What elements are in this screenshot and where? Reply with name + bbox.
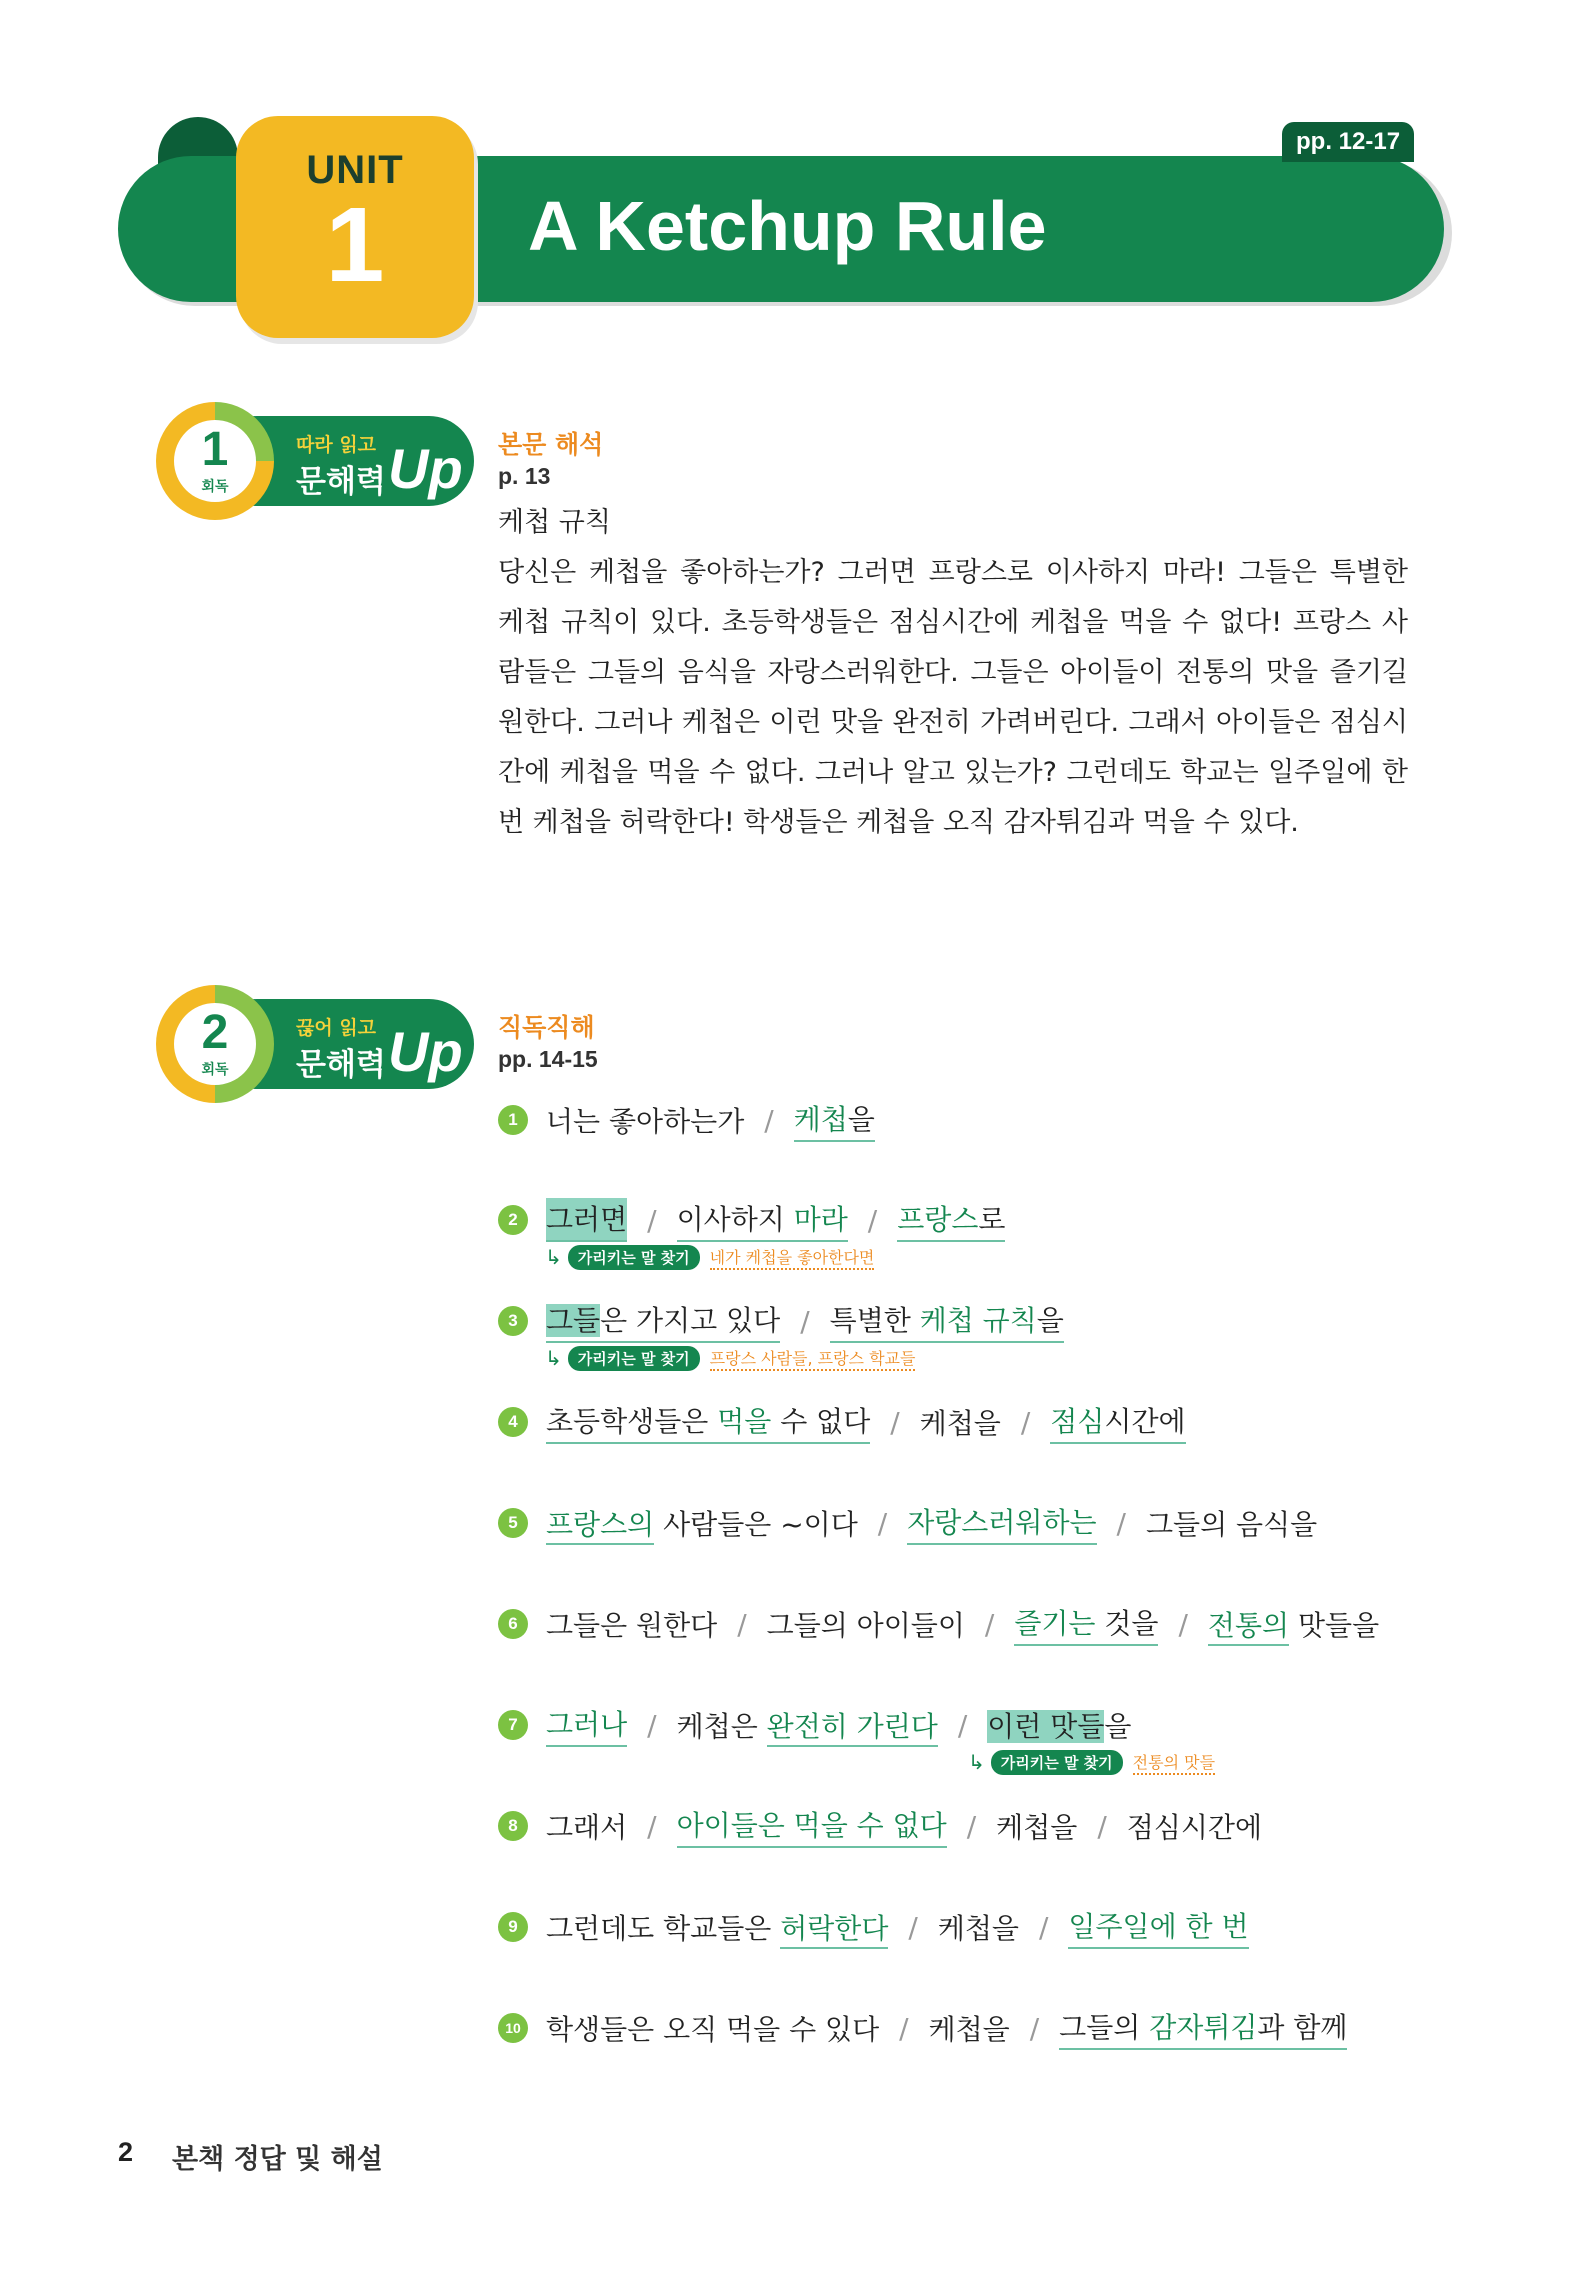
reference-answer: 프랑스 사람들, 프랑스 학교들 xyxy=(710,1346,916,1371)
chunk-underlined: 그들은 가지고 있다 xyxy=(546,1299,780,1343)
line-number-icon: 10 xyxy=(498,2013,528,2043)
reference-tag: 가리키는 말 찾기 xyxy=(991,1750,1123,1775)
badge-hoi: 회독 xyxy=(201,1062,229,1078)
return-arrow-icon: ↳ xyxy=(545,1346,562,1370)
chunk: 케첩을 xyxy=(919,1407,1001,1440)
chunk-line-5 xyxy=(498,1503,1317,1543)
reference-tag: 가리키는 말 찾기 xyxy=(568,1245,700,1270)
reference-answer: 전통의 맛들 xyxy=(1133,1750,1215,1775)
translation-heading: 케첩 규칙 xyxy=(498,507,611,538)
badge-big-text: 문해력 xyxy=(296,1047,386,1083)
separator: / xyxy=(899,2011,909,2045)
chunk: 케첩을 xyxy=(996,1811,1078,1844)
chunk: 케첩을 xyxy=(937,1912,1019,1945)
line-number-icon: 6 xyxy=(498,1609,528,1639)
chunk: 그들은 원한다 xyxy=(546,1609,718,1642)
badge-number: 2 xyxy=(201,1006,229,1059)
section1-page: p. 13 xyxy=(498,463,551,489)
separator: / xyxy=(737,1607,747,1641)
chunk: 너는 좋아하는가 xyxy=(546,1105,745,1138)
return-arrow-icon: ↳ xyxy=(968,1750,985,1774)
unit-label: UNIT xyxy=(306,148,404,192)
section2-badge xyxy=(156,983,474,1105)
chunk-line-4 xyxy=(498,1402,1186,1442)
reference-tag: 가리키는 말 찾기 xyxy=(568,1346,700,1371)
separator: / xyxy=(966,1809,977,1843)
chunk-underlined: 그러나 xyxy=(546,1703,627,1747)
reference-hint-7 xyxy=(968,1749,1215,1775)
section1-title: 본문 해석 xyxy=(498,430,604,459)
section1-badge xyxy=(156,400,474,522)
badge-big-text: 문해력 xyxy=(296,464,386,500)
page-number: 2 xyxy=(118,2137,134,2167)
chunk-line-8 xyxy=(498,1806,1262,1846)
chunk-underlined: 그들의 감자튀김과 함께 xyxy=(1059,2006,1347,2050)
chunk-line-1 xyxy=(498,1100,875,1140)
section2-page: pp. 14-15 xyxy=(498,1046,598,1072)
line-number-icon: 1 xyxy=(498,1105,528,1135)
chunk-line-6 xyxy=(498,1604,1379,1644)
badge-small-text: 따라 읽고 xyxy=(296,434,377,456)
chunk: 그들의 음식을 xyxy=(1145,1508,1318,1541)
chunk-underlined: 일주일에 한 번 xyxy=(1068,1905,1248,1949)
chunk: 점심시간에 xyxy=(1126,1811,1263,1844)
line-number-icon: 7 xyxy=(498,1710,528,1740)
footer-text: 본책 정답 및 해설 xyxy=(172,2144,383,2175)
separator: / xyxy=(764,1103,774,1137)
separator: / xyxy=(1097,1809,1107,1843)
chunk-underlined: 초등학생들은 먹을 수 없다 xyxy=(546,1400,870,1444)
chunk-highlighted: 그러면 xyxy=(546,1198,627,1242)
line-number-icon: 9 xyxy=(498,1912,528,1942)
chunk-line-3 xyxy=(498,1301,1064,1341)
chunk-underlined: 아이들은 먹을 수 없다 xyxy=(677,1804,947,1848)
chunk: 프랑스의 사람들은 ~이다 xyxy=(546,1503,858,1543)
separator: / xyxy=(1029,2011,1040,2045)
chunk-underlined: 이사하지 마라 xyxy=(677,1198,848,1242)
chunk-line-10 xyxy=(498,2008,1347,2048)
chunk: 이런 맛들을 xyxy=(987,1710,1132,1743)
line-number-icon: 8 xyxy=(498,1811,528,1841)
line-number-icon: 2 xyxy=(498,1205,528,1235)
separator: / xyxy=(800,1304,810,1338)
separator: / xyxy=(647,1203,657,1237)
return-arrow-icon: ↳ xyxy=(545,1245,562,1269)
reference-hint-3 xyxy=(545,1345,915,1371)
chunk-underlined: 케첩을 xyxy=(794,1098,875,1142)
chunk-underlined: 프랑스로 xyxy=(897,1198,1005,1242)
line-number-icon: 5 xyxy=(498,1508,528,1538)
unit-title: A Ketchup Rule xyxy=(528,187,1047,265)
section2-title: 직독직해 xyxy=(498,1013,595,1042)
separator: / xyxy=(957,1708,968,1742)
separator: / xyxy=(867,1203,878,1237)
separator: / xyxy=(984,1607,995,1641)
chunk: 전통의 맛들을 xyxy=(1208,1604,1379,1644)
chunk: 그런데도 학교들은 허락한다 xyxy=(546,1907,888,1947)
separator: / xyxy=(1116,1506,1126,1540)
separator: / xyxy=(890,1405,900,1439)
badge-up-text: Up xyxy=(388,437,463,500)
chunk-line-2 xyxy=(498,1200,1005,1240)
chunk-line-9 xyxy=(498,1907,1249,1947)
chunk: 학생들은 오직 먹을 수 있다 xyxy=(546,2013,880,2046)
translation-paragraph: 당신은 케첩을 좋아하는가? 그러면 프랑스로 이사하지 마라! 그들은 특별한 케첩 규칙이 있다. 초등학생들은 점심시간에 케첩을 먹을 수 없다! 프랑스 사람들은 그들의 음식을 자랑스러워한다. 그들은 아이들이 전통의 맛을 즐기길 원한다. 그러나 케첩은 이런 맛을 완전히 가려버린다. 그래서 아이들은 점심시간에 케첩을 먹을 수 없다. 그러나 알고 있는가? 그런데도 학교는 일주일에 한 번 케첩을 허락한다! 학생들은 케첩을 오직 감자튀김과 먹을 수 있다. xyxy=(498,557,1408,838)
chunk: 그래서 xyxy=(546,1811,628,1844)
badge-up-text: Up xyxy=(388,1020,463,1083)
line-number-icon: 3 xyxy=(498,1306,528,1336)
separator: / xyxy=(647,1809,657,1843)
badge-hoi: 회독 xyxy=(201,479,229,495)
chunk: 케첩은 완전히 가린다 xyxy=(677,1705,938,1745)
chunk: 케첩을 xyxy=(928,2013,1010,2046)
separator: / xyxy=(908,1910,918,1944)
separator: / xyxy=(1038,1910,1049,1944)
separator: / xyxy=(647,1708,657,1742)
reference-hint-2 xyxy=(545,1244,874,1270)
reference-answer: 네가 케첩을 좋아한다면 xyxy=(710,1245,875,1270)
separator: / xyxy=(877,1506,888,1540)
chunk-underlined: 점심시간에 xyxy=(1050,1400,1185,1444)
badge-small-text: 끊어 읽고 xyxy=(296,1017,377,1039)
line-number-icon: 4 xyxy=(498,1407,528,1437)
unit-number: 1 xyxy=(325,186,385,304)
badge-number: 1 xyxy=(201,423,229,476)
chunk-underlined: 자랑스러워하는 xyxy=(907,1501,1096,1545)
chunk: 그들의 아이들이 xyxy=(766,1609,965,1642)
page-range-badge: pp. 12-17 xyxy=(1282,122,1414,162)
chunk-underlined: 특별한 케첩 규칙을 xyxy=(830,1299,1064,1343)
separator: / xyxy=(1020,1405,1031,1439)
chunk-line-7 xyxy=(498,1705,1131,1745)
separator: / xyxy=(1178,1607,1188,1641)
chunk-underlined: 즐기는 것을 xyxy=(1014,1602,1158,1646)
